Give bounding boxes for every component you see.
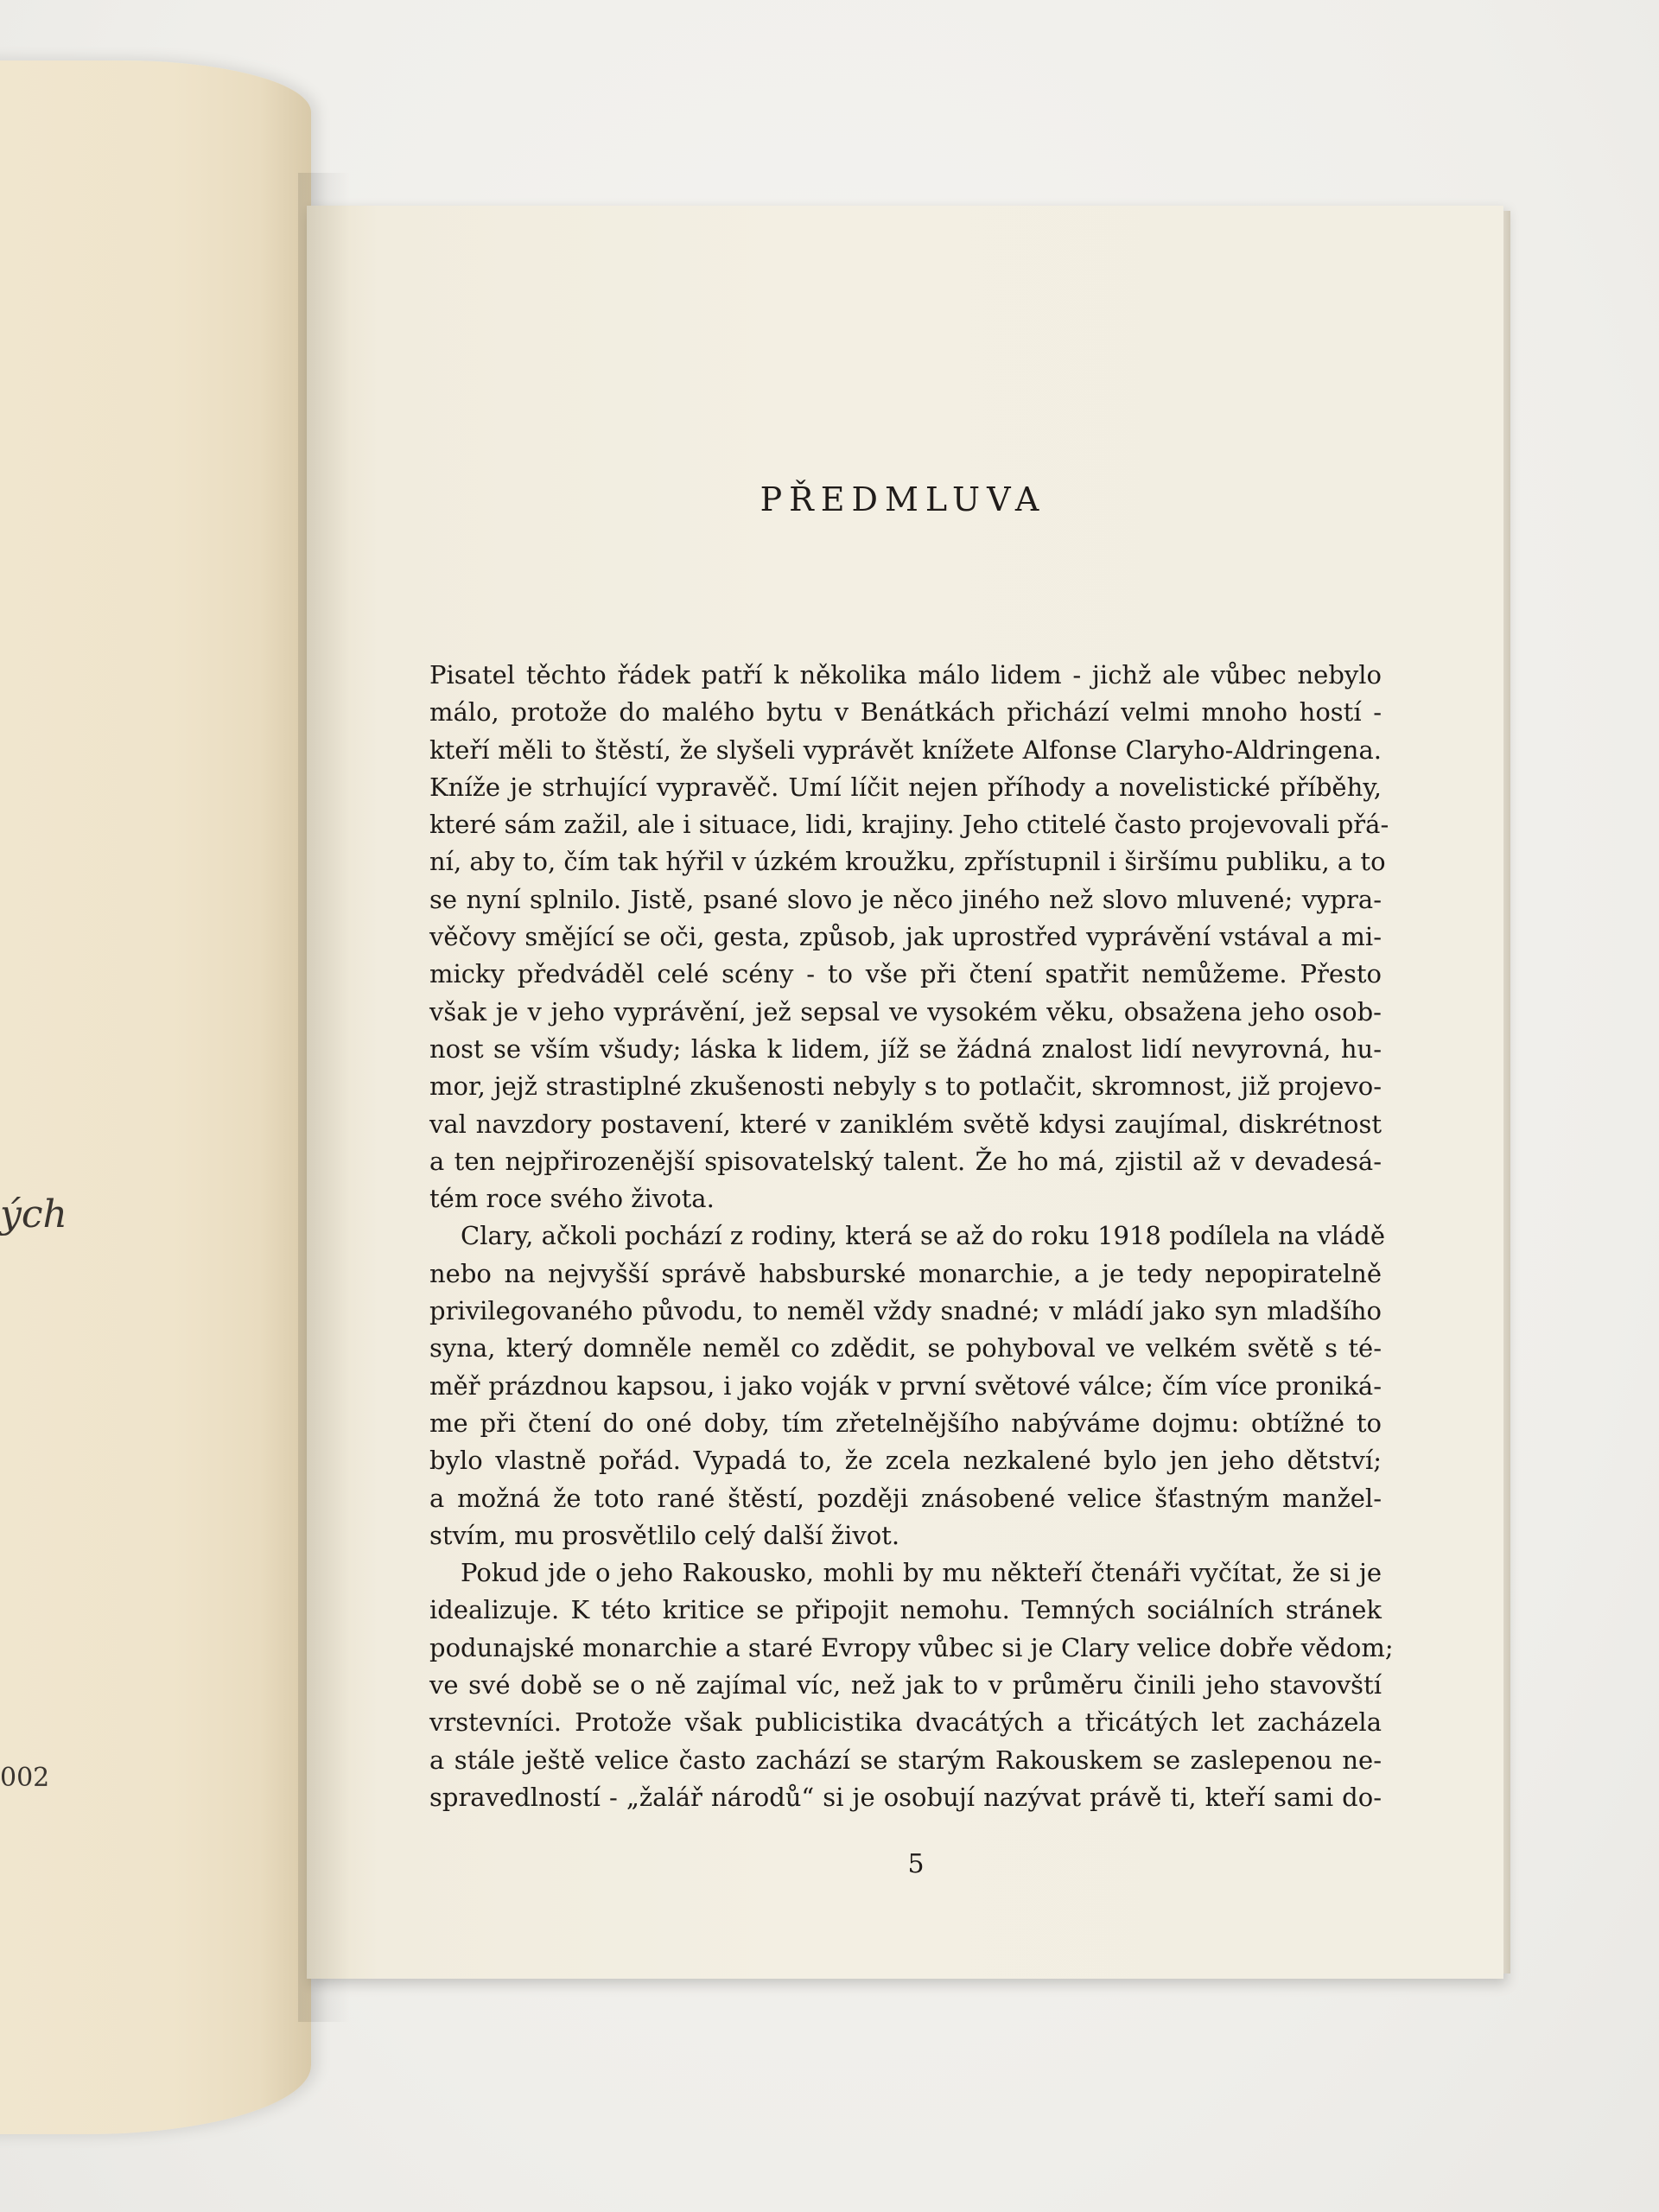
page-number: 5 <box>907 1849 925 1879</box>
left-page-year-fragment: 002 <box>0 1763 50 1793</box>
text-line: idealizuje. K této kritice se připojit nemohu. Temných sociálních stránek <box>429 1595 1382 1625</box>
text-line: syna, který domněle neměl co zdědit, se pohyboval ve velkém světě s té- <box>429 1333 1382 1363</box>
text-line: Clary, ačkoli pochází z rodiny, která se až do roku 1918 podílela na vládě <box>461 1221 1386 1251</box>
text-line: nebo na nejvyšší správě habsburské monarchie, a je tedy nepopiratelně <box>429 1258 1382 1288</box>
text-line: spravedlností - „žalář národů“ si je osobují nazývat právě ti, kteří sami do- <box>429 1782 1382 1812</box>
text-line: val navzdory postavení, které v zaniklém světě kdysi zaujímal, diskrétnost <box>429 1109 1382 1139</box>
text-line: a možná že toto rané štěstí, později znásobené velice šťastným manžel- <box>429 1483 1382 1513</box>
text-line: bylo vlastně pořád. Vypadá to, že zcela nezkalené bylo jen jeho dětství; <box>429 1446 1382 1476</box>
text-line: privilegovaného původu, to neměl vždy snadné; v mládí jako syn mladšího <box>429 1296 1382 1326</box>
text-line: vrstevníci. Protože však publicistika dvacátých a třicátých let zacházela <box>429 1707 1382 1738</box>
text-line: málo, protože do malého bytu v Benátkách přichází velmi mnoho hostí - <box>429 697 1382 728</box>
text-line: tém roce svého života. <box>429 1184 715 1214</box>
text-line: které sám zažil, ale i situace, lidi, krajiny. Jeho ctitelé často projevovali přá- <box>429 810 1389 840</box>
left-page-text-fragment: ých <box>0 1192 67 1236</box>
left-page <box>0 60 311 2134</box>
text-line: podunajské monarchie a staré Evropy vůbec si je Clary velice dobře vědom; <box>429 1632 1394 1662</box>
page-title: PŘEDMLUVA <box>760 480 1046 518</box>
text-line: měř prázdnou kapsou, i jako voják v první světové válce; čím více proniká- <box>429 1370 1382 1401</box>
text-line: micky předváděl celé scény - to vše při čtení spatřit nemůžeme. Přesto <box>429 959 1382 989</box>
text-line: ve své době se o ně zajímal víc, než jak to v průměru činili jeho stavovští <box>429 1670 1382 1700</box>
text-line: nost se vším všudy; láska k lidem, jíž se žádná znalost lidí nevyrovná, hu- <box>429 1033 1382 1064</box>
text-line: Pisatel těchto řádek patří k několika málo lidem - jichž ale vůbec nebylo <box>429 660 1382 690</box>
text-line: věčovy smějící se oči, gesta, způsob, jak uprostřed vyprávění vstával a mi- <box>429 922 1382 952</box>
text-line: Kníže je strhující vypravěč. Umí líčit nejen příhody a novelistické příběhy, <box>429 772 1382 802</box>
text-line: stvím, mu prosvětlilo celý další život. <box>429 1520 900 1550</box>
text-line: me při čtení do oné doby, tím zřetelnějšího nabýváme dojmu: obtížné to <box>429 1408 1382 1438</box>
book-gutter-shadow <box>298 173 350 2022</box>
text-line: a stále ještě velice často zachází se starým Rakouskem se zaslepenou ne- <box>429 1745 1382 1775</box>
body-text <box>429 657 1394 1816</box>
text-line: a ten nejpřirozenější spisovatelský talent. Že ho má, zjistil až v devadesá- <box>429 1146 1382 1176</box>
text-line: Pokud jde o jeho Rakousko, mohli by mu někteří čtenáři vyčítat, že si je <box>461 1558 1382 1588</box>
text-line: však je v jeho vyprávění, jež sepsal ve vysokém věku, obsažena jeho osob- <box>429 996 1382 1027</box>
text-line: kteří měli to štěstí, že slyšeli vyprávět knížete Alfonse Claryho-Aldringena. <box>429 734 1382 765</box>
text-line: se nyní splnilo. Jistě, psané slovo je něco jiného než slovo mluvené; vypra- <box>429 884 1382 914</box>
text-line: ní, aby to, čím tak hýřil v úzkém kroužku, zpřístupnil i širšímu publiku, a to <box>429 847 1386 877</box>
page-edge <box>1503 211 1510 1974</box>
text-line: mor, jejž strastiplné zkušenosti nebyly s to potlačit, skromnost, již projevo- <box>429 1071 1382 1102</box>
